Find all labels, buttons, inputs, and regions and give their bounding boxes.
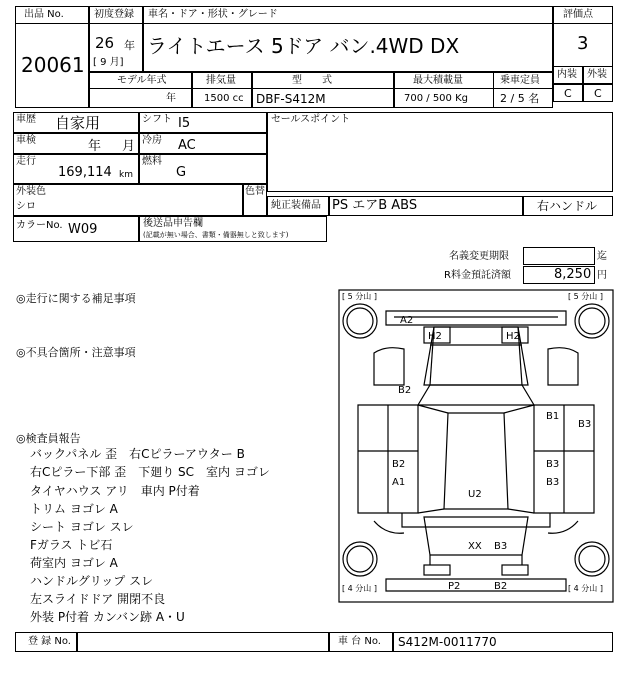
tire-front-left-label: [ 5 分山 ]: [342, 292, 377, 301]
model-year-label: モデル年式: [117, 75, 167, 86]
shift-label: シフト: [142, 114, 172, 125]
report-line: 左スライドドア 開閉不良: [30, 592, 166, 606]
inspection-year: 年: [88, 139, 102, 154]
report-line: 荷室内 ヨゴレ A: [30, 556, 118, 570]
tire-rear-right-icon: [575, 542, 609, 576]
tire-rear-left-label: [ 4 分山 ]: [342, 584, 377, 593]
mileage-value: 169,114: [58, 165, 112, 180]
color-no-label: カラーNo.: [16, 220, 63, 231]
inspector-report-label: ◎検査員報告: [16, 432, 81, 445]
lot-label: 出品 No.: [24, 9, 64, 20]
vehicle-damage-diagram: [338, 289, 614, 603]
model-value: DBF-S412M: [256, 92, 326, 106]
capacity-value: 2 / 5 名: [500, 92, 540, 105]
first-reg-label: 初度登録: [94, 9, 134, 20]
mark-left-sill: A1: [392, 477, 406, 488]
first-reg-year-unit: 年: [124, 39, 135, 52]
post-report-label: 後送品申告欄: [143, 218, 203, 229]
max-load-label: 最大積載量: [413, 75, 463, 86]
mark-back-door: B3: [494, 541, 508, 552]
post-report-note: (記載が無い場合、書類・備器無しと致します): [143, 231, 289, 239]
recycle-unit: 円: [597, 270, 607, 281]
name-change-label: 名義変更期限: [449, 251, 509, 262]
fuel-label: 燃料: [142, 156, 162, 167]
mark-hood-left: B2: [398, 385, 412, 396]
color-no-value: W09: [68, 222, 98, 237]
name-change-box: [523, 247, 595, 265]
mark-back-door-xx: XX: [468, 541, 482, 552]
tire-rear-left-icon: [343, 542, 377, 576]
exterior-color-value: シロ: [16, 201, 36, 212]
mark-headlight-left: H2: [428, 331, 442, 342]
tire-front-right-icon: [575, 304, 609, 338]
mileage-label: 走行: [16, 156, 36, 167]
shift-value: I5: [178, 116, 191, 131]
displacement-value: 1500 cc: [204, 93, 244, 104]
capacity-label: 乗車定員: [500, 75, 540, 86]
defects-notes-label: ◎不具合箇所・注意事項: [16, 346, 136, 359]
recycle-label: R料金預託済額: [444, 270, 511, 281]
mark-right-rear-door: B3: [546, 459, 560, 470]
interior-grade: C: [564, 87, 572, 100]
car-title: ライトエース 5ドア バン.4WD DX: [147, 34, 460, 58]
mark-headlight-right: H2: [506, 331, 520, 342]
interior-label: 内装: [557, 69, 577, 80]
mark-roof: U2: [468, 489, 482, 500]
chassis-value: S412M-0011770: [398, 635, 497, 649]
mark-right-front-door: B1: [546, 411, 560, 422]
max-load-value: 700 / 500 Kg: [404, 93, 468, 104]
first-reg-month: [ 9 月]: [93, 57, 124, 68]
report-line: シート ヨゴレ スレ: [30, 520, 134, 534]
exterior-grade: C: [594, 87, 602, 100]
report-line: トリム ヨゴレ A: [30, 502, 118, 516]
mark-rear-bumper-right: B2: [494, 581, 508, 592]
report-line: 右Cピラー下部 歪 下廻り SC 室内 ヨゴレ: [30, 465, 270, 479]
tire-rear-right-label: [ 4 分山 ]: [568, 584, 603, 593]
report-line: バックパネル 歪 右Cピラーアウター B: [30, 447, 245, 461]
exterior-color-label: 外装色: [16, 186, 46, 197]
tire-front-right-label: [ 5 分山 ]: [568, 292, 603, 301]
equipment-value: PS エアB ABS: [332, 198, 418, 213]
mark-left-rear-door: B2: [392, 459, 406, 470]
model-year-value: 年: [166, 93, 176, 104]
history-value: 自家用: [55, 114, 101, 132]
first-reg-year: 26: [95, 34, 115, 52]
exterior-color-cell: [13, 184, 243, 216]
model-label: 型 式: [292, 75, 332, 86]
report-line: ハンドルグリップ スレ: [30, 574, 154, 588]
report-line: 外装 P付着 カンバン跡 A・U: [30, 610, 185, 624]
sales-point-label: セールスポイント: [271, 114, 351, 125]
history-label: 車歴: [16, 114, 36, 125]
report-line: タイヤハウス アリ 車内 P付着: [30, 484, 200, 498]
mark-right-side-panel: B3: [578, 419, 592, 430]
ac-label: 冷房: [142, 135, 162, 146]
driving-notes-label: ◎走行に関する補足事項: [16, 292, 136, 305]
displacement-label: 排気量: [206, 75, 236, 86]
inspection-label: 車検: [16, 135, 36, 146]
ac-value: AC: [178, 138, 196, 153]
mark-right-sill: B3: [546, 477, 560, 488]
mark-rear-bumper-left: P2: [448, 581, 461, 592]
chassis-label: 車 台 No.: [338, 636, 381, 647]
reg-no-label: 登 録 No.: [28, 636, 71, 647]
car-title-label: 車名・ドア・形状・グレード: [148, 9, 278, 20]
mileage-unit: km: [119, 170, 133, 180]
grade-value: 3: [577, 33, 589, 54]
recycle-value: 8,250: [554, 267, 592, 282]
tire-front-left-icon: [343, 304, 377, 338]
report-line: Fガラス トビ石: [30, 538, 113, 552]
rear-bumper-outline: [386, 579, 566, 591]
name-change-unit: 迄: [597, 251, 607, 262]
color-change-label: 色替: [245, 186, 265, 197]
exterior-label: 外装: [587, 69, 607, 80]
equipment-label: 純正装備品: [271, 200, 321, 211]
steering-value: 右ハンドル: [537, 199, 598, 213]
grade-label: 評価点: [563, 9, 593, 20]
lot-number: 20061: [21, 53, 85, 77]
reg-no-value-cell: [77, 632, 329, 652]
fuel-value: G: [176, 165, 187, 180]
inspection-month: 月: [122, 139, 136, 154]
mark-front-bumper: A2: [400, 315, 414, 326]
